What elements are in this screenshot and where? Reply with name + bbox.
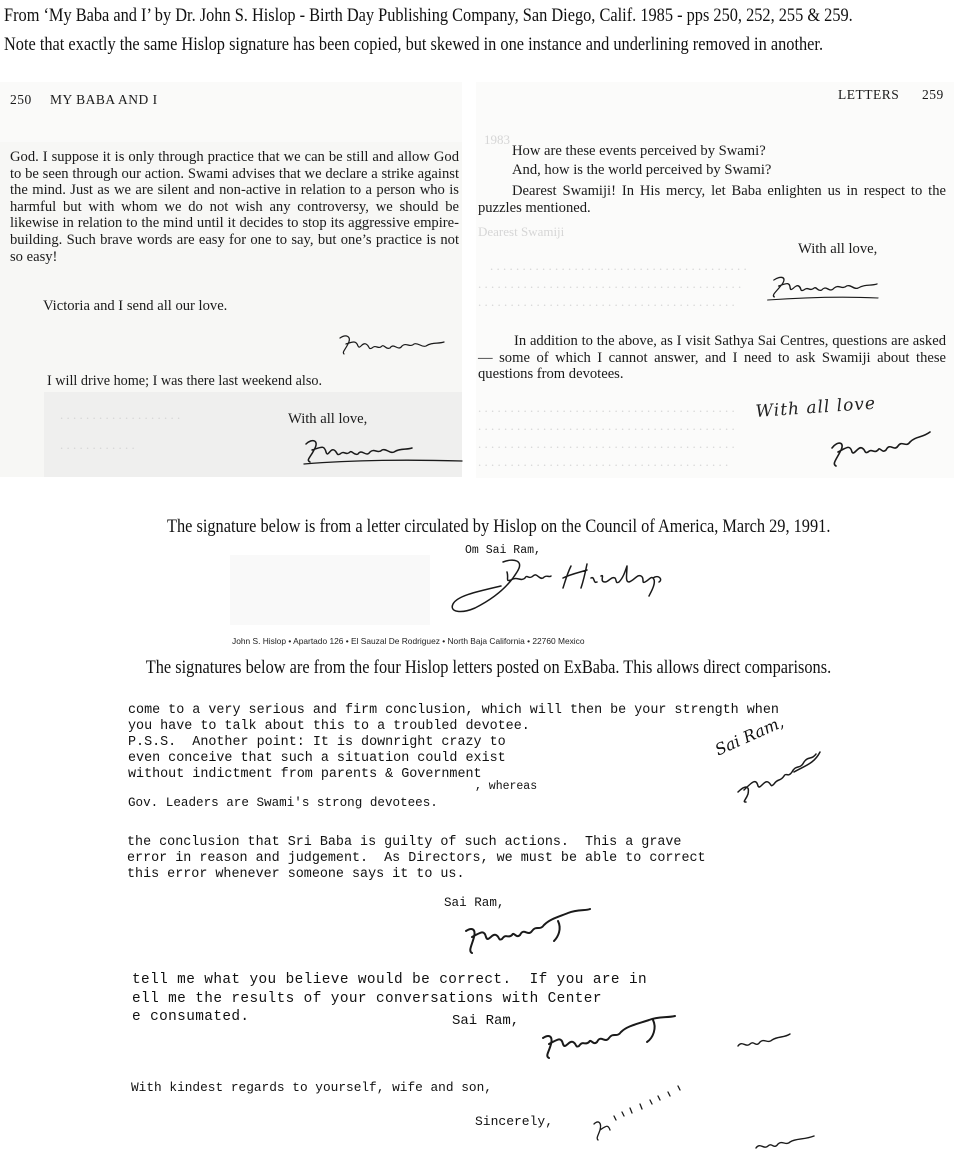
hislop-signature-skewed-icon [766,270,886,306]
letter-line: the conclusion that Sri Baba is guilty of such actions. This a grave [127,835,682,850]
left-page-number: 250 [10,92,32,107]
handwritten-mark-bottom-icon [752,1132,822,1154]
caption-council: The signature below is from a letter circulated by Hislop on the Council of America, March 29, 1991. [166,516,831,537]
letter-line: come to a very serious and firm conclusion, which will then be your strength when [128,703,779,718]
letter-line: error in reason and judgement. As Directors, we must be able to correct [127,851,706,866]
exbaba-letter-2 [127,835,706,883]
hislop-signature-letter-1-icon [734,742,824,804]
left-closing-line: Victoria and I send all our love. [43,298,228,314]
letter-1-overstrike: Gov. Leaders are Swami's strong devotees. [128,796,438,810]
letter-line: even conceive that such a situation could exist [128,751,506,766]
handwritten-mark-icon [734,1028,794,1054]
letter-line: ell me the results of your conversations with Center [132,991,602,1007]
letter-line: without indictment from parents & Government [128,767,482,782]
letter-line: tell me what you believe would be correct. If you are in [132,972,648,988]
letter-4-closing: Sincerely, [475,1114,554,1129]
right-line-2: And, how is the world perceived by Swami? [512,162,772,178]
letter-4-line: With kindest regards to yourself, wife and son, [131,1080,492,1095]
right-paragraph-2: In addition to the above, as I visit Sathya Sai Centres, questions are asked — some of which I cannot answer, and I need to ask Swamiji about these questions from devotees. [478,333,946,383]
exbaba-letter-1 [128,703,778,783]
letter-line: you have to talk about this to a troubled devotee. [128,719,530,734]
handwritten-closing: With all love [755,393,877,422]
hislop-signature-letter-3-icon [535,1010,680,1060]
intro-line-2: Note that exactly the same Hislop signature has been copied, but skewed in one instance and underlining removed in another. [4,34,824,55]
council-address: John S. Hislop • Apartado 126 • El Sauzal De Rodriguez • North Baja California • 22760 Mexico [232,636,585,646]
letter-line: P.S.S. Another point: It is downright crazy to [128,735,506,750]
left-page-scan: . . . . . . . . . . . . . . . . . . . . . . . . . . . . . . . [0,82,462,477]
right-line-1: How are these events perceived by Swami? [512,143,766,159]
right-closing: With all love, [798,241,878,257]
right-page-number: 259 [922,87,944,102]
hislop-signature-icon [336,330,446,358]
letter-line: e consumated. [132,1009,250,1025]
letter-1-handwritten-closing: Sai Ram, [712,712,787,760]
john-hislop-signature-icon [445,552,680,618]
right-running-head: LETTERS [838,87,900,102]
letter-3-closing: Sai Ram, [452,1013,520,1029]
intro-line-1: From ‘My Baba and I’ by Dr. John S. Hislop - Birth Day Publishing Company, San Diego, Calif. 1985 - pps 250, 252, 255 & 259. [4,5,853,26]
right-paragraph-1: Dearest Swamiji! In His mercy, let Baba enlighten us in respect to the puzzles mentioned. [478,183,946,216]
insert-line: I will drive home; I was there last weekend also. [47,373,322,389]
hislop-signature-handwritten-icon [826,426,946,472]
insert-closing: With all love, [288,411,368,427]
letter-2-closing: Sai Ram, [444,896,505,910]
faint-signature-icon [588,1080,698,1150]
caption-exbaba: The signatures below are from the four Hislop letters posted on ExBaba. This allows direct comparisons. [145,657,832,678]
letter-1-whereas: , whereas [475,780,538,793]
left-paragraph: God. I suppose it is only through practice that we can be still and allow God to be seen through our action. Swami advises that we declare a strike against the mind. Just as we are silent and non-active in relation to a person who is harmful but with whom we do not wish any controversy, we should be likewise in relation to the mind until it decides to stop its aggressive empire-building. Such brave words are easy for one to say, but one’s practice is not so easy! [10,149,459,265]
hislop-signature-letter-2-icon [458,905,598,960]
council-greeting: Om Sai Ram, [465,544,541,557]
right-page-scan: 1983 Dearest Swamiji . . . . . . . . . . . . . . . . . . . . . . . . . . . . . . . . . . . . . . . . . . . . . . . . . . . . . . . . . . . . . . . . . . . . . . . . . . . . . . . . . . . . . . . . . . . . . . . . . . . . . . . . . . . . . . . . . . . . . . . . . . . . . . . . . . . . . . . . . . . . . . . . . . . . . . . . . . . . . . . . . . . . . . . . . . . . . . . . . . . . . . . . . . . . . . . . . . . . . . . . . . . . . . . . . . . . . . . . . . . . . . . . . . . . . . . . . . . . . . . . . . . . . . . . . . . . . . . . . . . . . . . . . . . . . . . . . . . . . . . . [476,82,954,478]
left-running-head: MY BABA AND I [50,92,158,107]
hislop-signature-underlined-icon [300,434,465,470]
letter-line: this error whenever someone says it to us. [127,867,465,882]
